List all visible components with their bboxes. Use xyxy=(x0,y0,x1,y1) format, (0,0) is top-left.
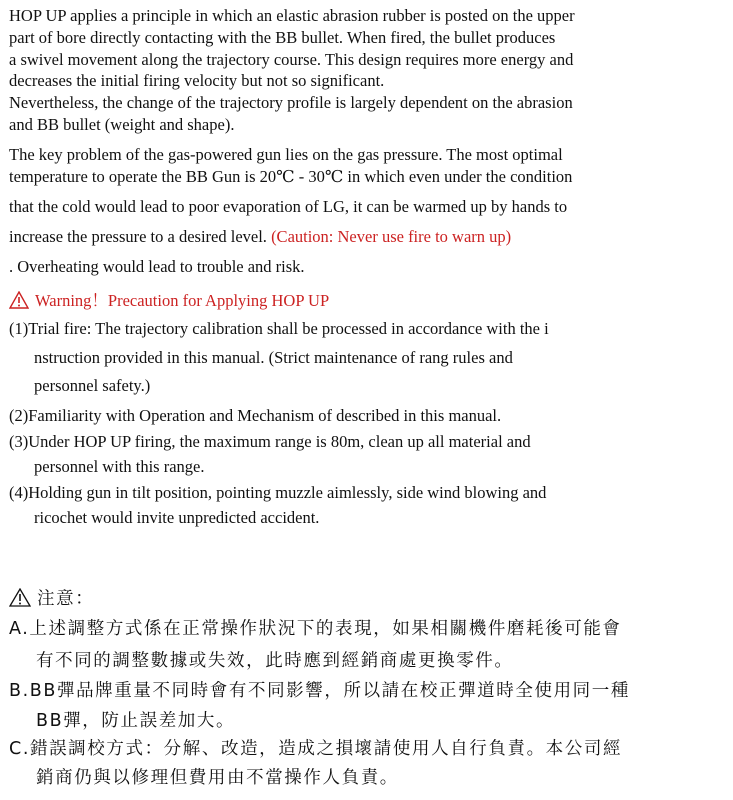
gas-line: increase the pressure to a desired level. xyxy=(9,227,272,246)
notice-item: 銷商仍與以修理但費用由不當操作人負責。 xyxy=(36,768,399,788)
notice-item: 有不同的調整數據或失效，此時應到經銷商處更換零件。 xyxy=(36,651,514,671)
warning-item: (4)Holding gun in tilt position, pointing muzzle aimlessly, side wind blowing and xyxy=(9,483,547,502)
warning-item: nstruction provided in this manual. (Strict maintenance of rang rules and xyxy=(34,348,513,367)
intro-line: decreases the initial firing velocity but not so significant. xyxy=(9,71,385,90)
warning-heading xyxy=(9,291,329,314)
warning-item: (3)Under HOP UP firing, the maximum range is 80m, clean up all material and xyxy=(9,432,531,451)
intro-line: part of bore directly contacting with the BB bullet. When fired, the bullet produces xyxy=(9,28,556,47)
gas-line: The key problem of the gas-powered gun lies on the gas pressure. The most optimal xyxy=(9,145,563,164)
notice-item: B.BB彈品牌重量不同時會有不同影響，所以請在校正彈道時全使用同一種 xyxy=(9,681,630,701)
caution-text: (Caution: Never use fire to warn up) xyxy=(271,227,512,246)
warning-item: ricochet would invite unpredicted accident. xyxy=(34,508,320,527)
notice-item: BB彈，防止誤差加大。 xyxy=(36,711,236,731)
warning-item: personnel safety.) xyxy=(34,376,151,395)
notice-title: 注意： xyxy=(37,589,95,609)
notice-heading xyxy=(9,588,94,612)
warning-triangle-icon xyxy=(9,291,29,314)
gas-line: . Overheating would lead to trouble and risk. xyxy=(9,257,305,276)
warning-item: personnel with this range. xyxy=(34,457,205,476)
notice-item: C.錯誤調校方式：分解、改造，造成之損壞請使用人自行負責。本公司經 xyxy=(9,739,623,759)
warning-item: (1)Trial fire: The trajectory calibration shall be processed in accordance with the i xyxy=(9,319,549,338)
gas-line: that the cold would lead to poor evaporation of LG, it can be warmed up by hands to xyxy=(9,197,568,216)
intro-line: Nevertheless, the change of the trajectory profile is largely dependent on the abrasion xyxy=(9,93,573,112)
gas-line: temperature to operate the BB Gun is 20℃ - 30℃ in which even under the condition xyxy=(9,167,573,186)
intro-line: and BB bullet (weight and shape). xyxy=(9,115,235,134)
notice-item: A.上述調整方式係在正常操作狀況下的表現，如果相關機件磨耗後可能會 xyxy=(9,619,622,639)
warning-triangle-icon xyxy=(9,588,31,612)
warning-item: (2)Familiarity with Operation and Mechanism of described in this manual. xyxy=(9,406,502,425)
intro-line: a swivel movement along the trajectory course. This design requires more energy and xyxy=(9,50,574,69)
intro-line: HOP UP applies a principle in which an elastic abrasion rubber is posted on the upper xyxy=(9,6,575,25)
gas-line-with-caution xyxy=(9,227,511,247)
warning-title: Warning！Precaution for Applying HOP UP xyxy=(35,291,330,310)
